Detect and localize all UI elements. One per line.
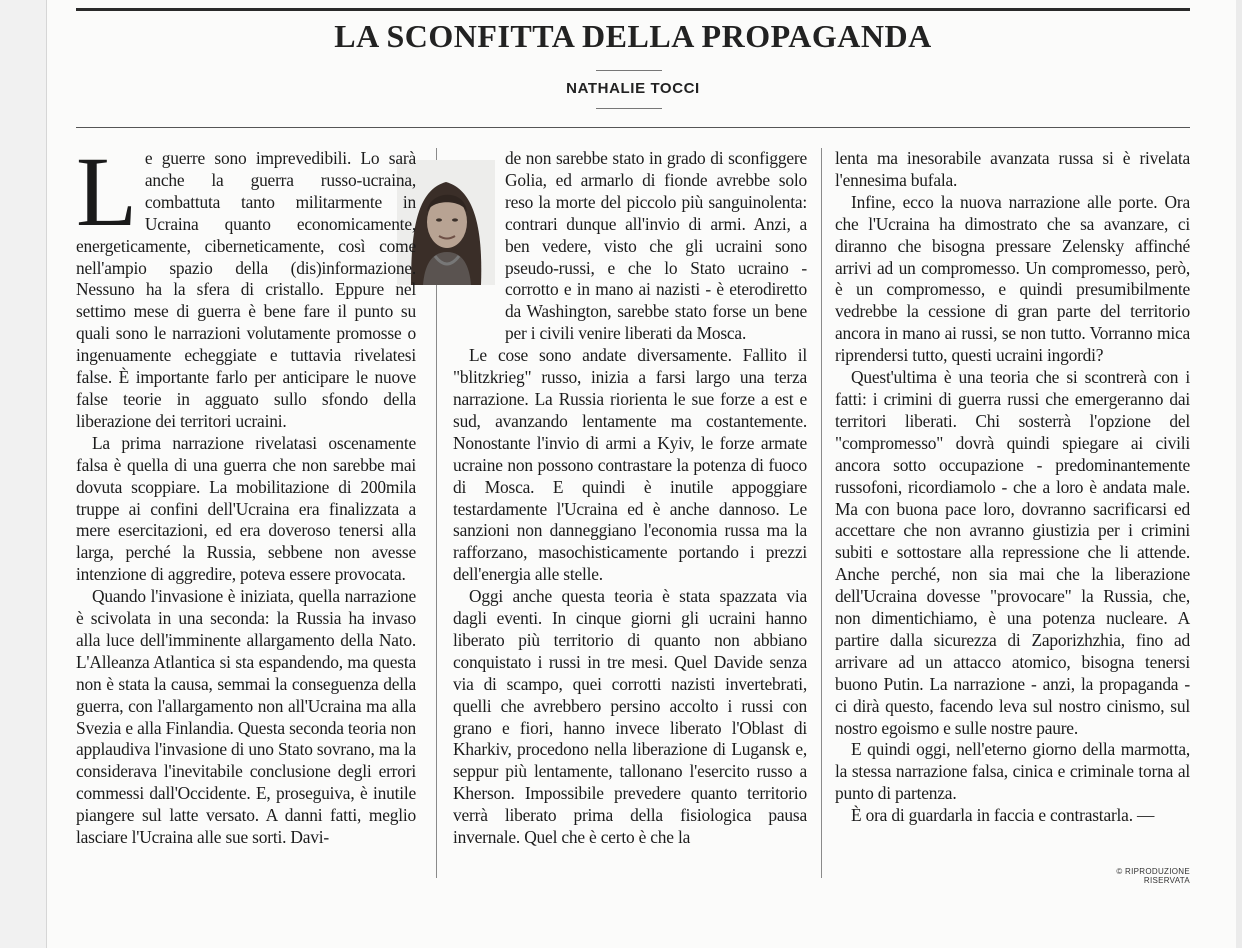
top-rule [76,8,1190,11]
copyright-notice: © RIPRODUZIONE RISERVATA [1116,867,1190,885]
page-edge [1236,0,1242,948]
paragraph-1 [76,136,416,433]
headline-divider [596,70,662,71]
paragraph-continuation: de non sarebbe stato in grado di sconfiggere Golia, ed armarlo di fionde avrebbe solo reso la morte del piccolo più sanguinolenta: contrari dunque all'invio di armi. Anzi, a ben vedere, visto che gli ucraini sono pseudo-russi, e che lo Stato ucraino - corrotto e in mano ai nazisti - è eterodiretto da Washington, sarebbe stato forse un bene per i civili venire liberati da Mosca. [505,148,807,344]
article-column-2 [453,148,807,849]
article-byline: NATHALIE TOCCI [566,80,700,97]
paragraph-5: Oggi anche questa teoria è stata spazzata via dagli eventi. In cinque giorni gli ucraini hanno liberato più territorio di quanto non abbiano conquistato i russi in tre mesi. Quel Davide senza via di scampo, quei corrotti nazisti invertebrati, quelli che avrebbero persino accolto i russi con grano e fiori, hanno invece liberato l'Oblast di Kharkiv, procedono nella liberazione di Lugansk e, seppur più lentamente, tallonano l'esercito russo a Kherson. Impossibile prevedere quanto territorio verrà liberato prima della fisiologica pausa invernale. Quel che è certo è che la [453,586,807,848]
paragraph-continuation-2: lenta ma inesorabile avanzata russa si è rivelata l'ennesima bufala. [835,148,1190,190]
drop-cap: L [76,136,137,247]
paragraph-4: Le cose sono andate diversamente. Fallito il "blitzkrieg" russo, inizia a farsi largo una terza narrazione. La Russia riorienta le sue forze a est e sud, avanzando lentamente ma costantemente. Nonostante l'invio di armi a Kyiv, le forze armate ucraine non possono contrastare la potenza di fuoco di Mosca. E quindi è inutile appoggiare testardamente l'Ucraina ed è anche dannoso. Le sanzioni non danneggiano l'economia russa ma la rafforzano, masochisticamente portando i prezzi dell'energia alle stelle. [453,345,807,585]
paragraph-6: Infine, ecco la nuova narrazione alle porte. Ora che l'Ucraina ha dimostrato che sa avanzare, ci diranno che bisogna pressare Zelensky affinché arrivi ad un compromesso. Un compromesso, però, è un compromesso, e quindi presumibilmente vedrebbe la cessione di gran parte del territorio ancora in mano ai russi, se non tutto. Vorranno mica riprendersi tutto, questi ucraini ingordi? [835,191,1190,366]
paragraph-8: E quindi oggi, nell'eterno giorno della marmotta, la stessa narrazione falsa, cinica e criminale torna al punto di partenza. [835,739,1190,804]
article-headline: LA SCONFITTA DELLA PROPAGANDA [334,18,932,54]
column-divider-2 [821,148,822,878]
byline-divider [596,108,662,109]
article-column-1 [76,136,416,849]
paragraph-9: È ora di guardarla in faccia e contrastarla. — [851,805,1155,826]
article-column-3 [835,148,1190,827]
paragraph-7: Quest'ultima è una teoria che si scontrerà con i fatti: i crimini di guerra russi che emergeranno dai territori liberati. Chi sosterrà l'opzione del "compromesso" dovrà quindi spiegare ai civili ancora sotto occupazione - predominantemente russofoni, ricordiamolo - che a loro è andata male. Ma con buona pace loro, dovranno sacrificarsi ed accettare che non avranno giustizia per i crimini subiti e sottostare alla repressione che li attende. Anche perché, non sia mai che la liberazione dell'Ucraina dovesse "provocare" la Russia, che, non dimentichiamo, è una potenza nucleare. A partire dalla sicurezza di Zaporizhzhia, fino ad arrivare ad un attacco atomico, bisogna tenersi buono Putin. La narrazione - anzi, la propaganda - ci dirà questo, facendo leva sul nostro cinismo, sul nostro egoismo e sulle nostre paure. [835,367,1190,738]
paragraph-1-text: e guerre sono imprevedibili. Lo sarà anche la guerra russo-ucraina, combattuta tanto militarmente in Ucraina quanto economicamente, energeticamente, ciberneticamente, così come nell'ampio spazio della (dis)informazione. Nessuno ha la sfera di cristallo. Eppure nel settimo mese di guerra è bene fare il punto su quali sono le narrazioni volutamente promosse o ingenuamente echeggiate e tuttavia rivelatesi false. È importante farlo per anticipare le nuove false teorie in agguato sullo sfondo della liberazione dei territori ucraini. [76,148,416,431]
paragraph-2: La prima narrazione rivelatasi oscenamente falsa è quella di una guerra che non sarebbe mai dovuta scoppiare. La mobilitazione di 200mila truppe ai confini dell'Ucraina era finalizzata a mere esercitazioni, ed era doveroso tenersi alla larga, perché la Russia, sebbene non avesse intenzione di aggredire, poteva essere provocata. [76,432,416,585]
section-rule [76,127,1190,128]
paragraph-3: Quando l'invasione è iniziata, quella narrazione è scivolata in una seconda: la Russia ha invaso alla luce dell'imminente allargamento della Nato. L'Alleanza Atlantica si sta espandendo, ma questa non è stata la causa, semmai la conseguenza della guerra, con l'allargamento non all'Ucraina ma alla Svezia e alla Finlandia. Questa seconda teoria non applaudiva l'invasione di uno Stato sovrano, ma la considerava l'inevitabile conclusione degli errori commessi dall'Occidente. E, proseguiva, è inutile piangere sul latte versato. A danni fatti, meglio lasciare l'Ucraina alle sue sorti. Davi- [76,586,416,848]
